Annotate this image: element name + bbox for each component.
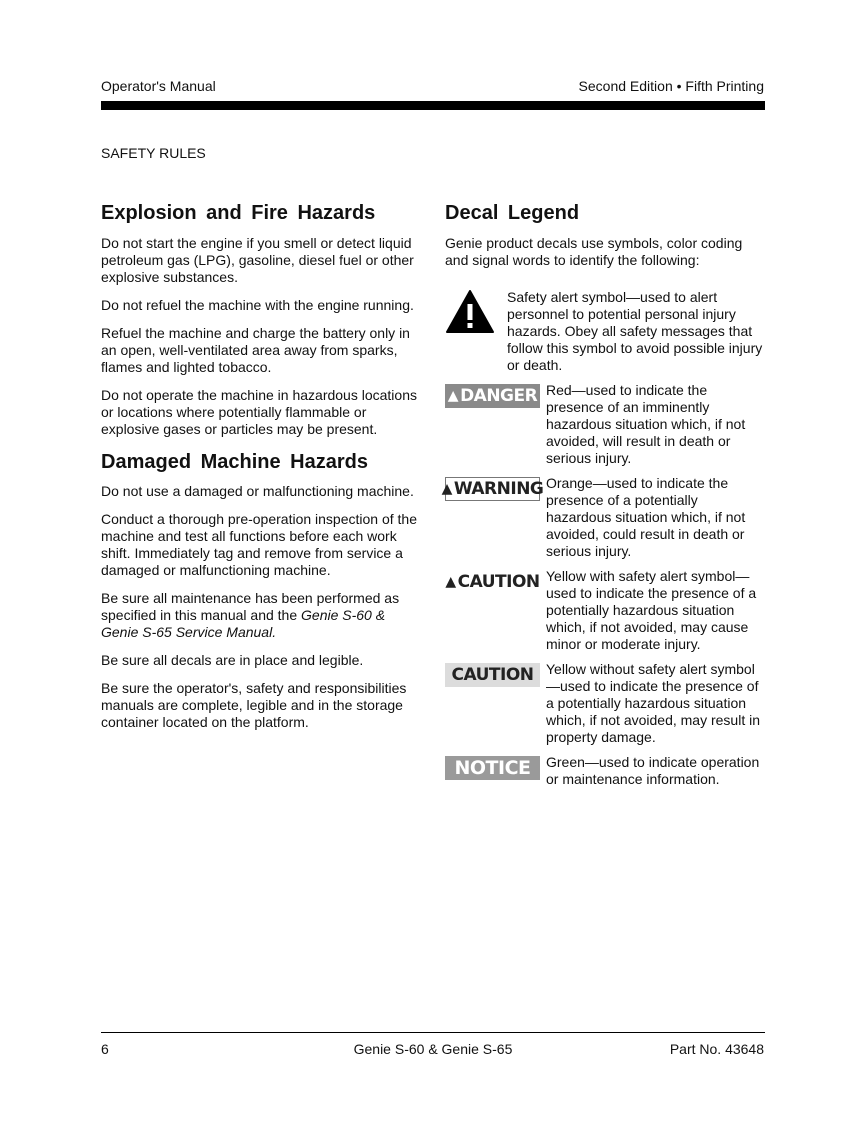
alert-triangle-icon: ▲ — [447, 388, 459, 404]
header-edition: Second Edition • Fifth Printing — [578, 78, 764, 94]
legend-notice — [445, 754, 767, 788]
header-manual-title: Operator's Manual — [101, 78, 216, 94]
footer-model: Genie S-60 & Genie S-65 — [353, 1041, 513, 1057]
maintenance-paragraph — [101, 590, 419, 641]
section-label: SAFETY RULES — [101, 145, 206, 161]
danger-decal: ▲ DANGER — [445, 384, 540, 408]
legend-safety-alert — [445, 289, 767, 374]
right-column — [441, 200, 767, 796]
alert-triangle-icon: ▲ — [445, 574, 456, 590]
notice-decal: NOTICE — [445, 756, 540, 780]
explosion-paragraph: Do not start the engine if you smell or detect liquid petroleum gas (LPG), gasoline, diesel fuel or other explosive substances. — [101, 235, 414, 285]
explosion-heading: Explosion and Fire Hazards — [101, 202, 376, 224]
left-column — [101, 200, 419, 742]
explosion-paragraph: Do not refuel the machine with the engine running. — [101, 297, 414, 313]
damaged-paragraph: Conduct a thorough pre-operation inspection of the machine and test all functions before each work shift. Immediately tag and remove from service a damaged or malfunctioning machine. — [101, 511, 417, 578]
explosion-paragraph: Refuel the machine and charge the battery only in an open, well-ventilated area away from sparks, flames and lighted tobacco. — [101, 325, 410, 375]
caution-decal: ▲ CAUTION — [445, 572, 540, 592]
alert-triangle-icon: ▲ — [441, 481, 452, 497]
notice-description: Green—used to indicate operation or maintenance information. — [546, 754, 760, 787]
caution-plain-description: Yellow without safety alert symbol—used to indicate the presence of a potentially hazardous situation which, if not avoided, may result in property damage. — [546, 661, 760, 745]
danger-description: Red—used to indicate the presence of an imminently hazardous situation which, if not avoided, will result in death or serious injury. — [546, 382, 746, 466]
caution-plain-decal: CAUTION — [445, 663, 540, 687]
legend-danger — [445, 382, 767, 467]
damaged-paragraph: Be sure the operator's, safety and responsibilities manuals are complete, legible and in the storage container located on the platform. — [101, 680, 407, 730]
damaged-paragraph: Do not use a damaged or malfunctioning machine. — [101, 483, 414, 499]
explosion-paragraph: Do not operate the machine in hazardous locations or locations where potentially flammable or explosive gases or particles may be present. — [101, 387, 417, 437]
safety-alert-description: Safety alert symbol—used to alert personnel to potential personal injury hazards. Obey all safety messages that follow this symbol to avoid possible injury or death. — [507, 289, 763, 373]
decal-legend-intro: Genie product decals use symbols, color coding and signal words to identify the following: — [445, 235, 743, 268]
damaged-heading: Damaged Machine Hazards — [101, 451, 368, 473]
decal-legend-heading: Decal Legend — [445, 202, 580, 224]
legend-warning — [441, 475, 767, 560]
footer-rule — [101, 1032, 765, 1033]
safety-alert-triangle-icon — [445, 289, 507, 339]
service-manual-title: Genie S-60 & Genie S-65 Service Manual. — [101, 607, 386, 640]
damaged-paragraph: Be sure all decals are in place and legible. — [101, 652, 364, 668]
page-number: 6 — [101, 1041, 109, 1057]
warning-decal: ▲ WARNING — [441, 479, 544, 499]
part-number: Part No. 43648 — [669, 1041, 764, 1057]
legend-caution-plain — [445, 661, 767, 746]
warning-description: Orange—used to indicate the presence of a potentially hazardous situation which, if not avoided, could result in death or serious injury. — [546, 475, 746, 559]
header-rule — [101, 101, 765, 110]
maintenance-text: Be sure all maintenance has been performed as specified in this manual and the — [101, 590, 400, 623]
legend-caution-symbol — [445, 568, 767, 653]
caution-symbol-description: Yellow with safety alert symbol—used to indicate the presence of a potentially hazardous situation which, if not avoided, may cause minor or moderate injury. — [546, 568, 757, 652]
